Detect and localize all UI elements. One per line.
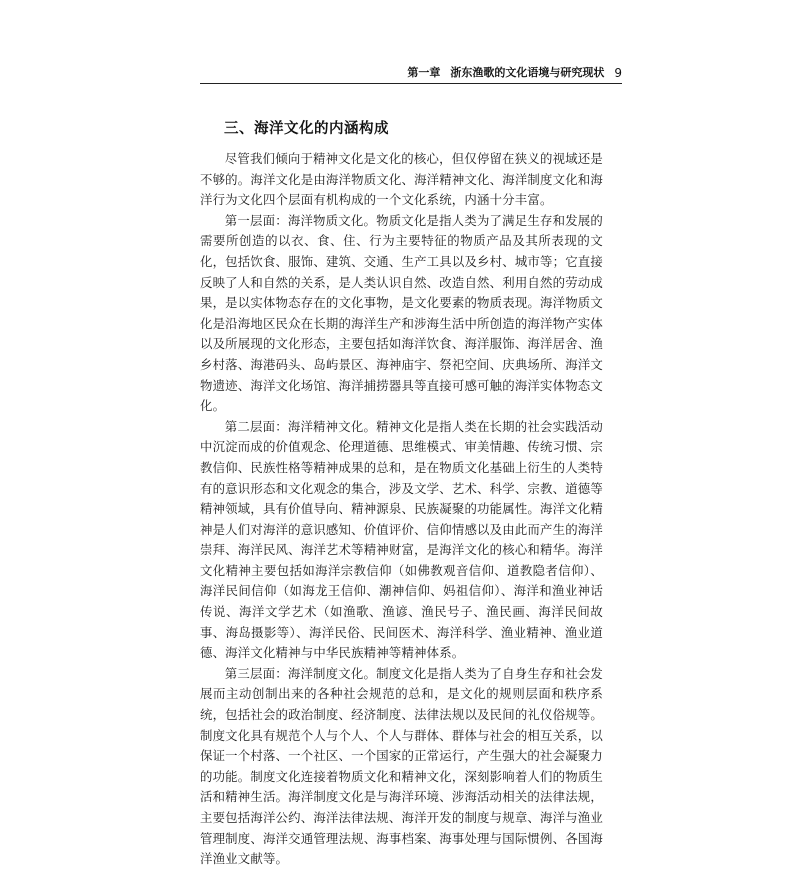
running-header xyxy=(200,62,622,84)
page-number: 9 xyxy=(614,66,622,80)
chapter-label: 第一章 xyxy=(407,66,441,79)
paragraph-material-culture: 第一层面：海洋物质文化。物质文化是指人类为了满足生存和发展的需要所创造的以衣、食、住、行为主要特征的物质产品及其所表现的文化，包括饮食、服饰、建筑、交通、生产工具以及乡村、城市等；它直接反映了人和自然的关系，是人类认识自然、改造自然、利用自然的劳动成果，是以实体物态存在的文化事物，是文化要素的物质表现。海洋物质文化是沿海地区民众在长期的海洋生产和涉海生活中所创造的海洋物产实体以及所展现的文化形态，主要包括如海洋饮食、海洋服饰、海洋居舍、渔乡村落、海港码头、岛屿景区、海神庙宇、祭祀空间、庆典场所、海洋文物遗迹、海洋文化场馆、海洋捕捞器具等直接可感可触的海洋实体物态文化。 xyxy=(200,212,603,414)
chapter-title: 浙东渔歌的文化语境与研究现状 xyxy=(450,66,605,79)
paragraph-institutional-culture: 第三层面：海洋制度文化。制度文化是指人类为了自身生存和社会发展而主动创制出来的各种社会规范的总和，是文化的规则层面和秩序系统，包括社会的政治制度、经济制度、法律法规以及民间的礼仪俗规等。制度文化具有规范个人与个人、个人与群体、群体与社会的相互关系，以保证一个村落、一个社区、一个国家的正常运行，产生强大的社会凝聚力的功能。制度文化连接着物质文化和精神文化，深刻影响着人们的物质生活和精神生活。海洋制度文化是与海洋环境、涉海活动相关的法律法规，主要包括海洋公约、海洋法律法规、海洋开发的制度与规章、海洋与渔业管理制度、海洋交通管理法规、海事档案、海事处理与国际惯例、各国海洋渔业文献等。 xyxy=(200,665,603,867)
body-text xyxy=(200,149,603,870)
paragraph-intro: 尽管我们倾向于精神文化是文化的核心，但仅停留在狭义的视域还是不够的。海洋文化是由海洋物质文化、海洋精神文化、海洋制度文化和海洋行为文化四个层面有机构成的一个文化系统，内涵十分丰富。 xyxy=(200,151,603,208)
paragraph-spiritual-culture: 第二层面：海洋精神文化。精神文化是指人类在长期的社会实践活动中沉淀而成的价值观念、伦理道德、思维模式、审美情趣、传统习惯、宗教信仰、民族性格等精神成果的总和，是在物质文化基础上衍生的人类特有的意识形态和文化观念的集合，涉及文学、艺术、科学、宗教、道德等精神领域，具有价值导向、精神源泉、民族凝聚的功能属性。海洋文化精神是人们对海洋的意识感知、价值评价、信仰情感以及由此而产生的海洋崇拜、海洋民风、海洋艺术等精神财富，是海洋文化的核心和精华。海洋文化精神主要包括如海洋宗教信仰（如佛教观音信仰、道教隐者信仰）、海洋民间信仰（如海龙王信仰、潮神信仰、妈祖信仰）、海洋和渔业神话传说、海洋文学艺术（如渔歌、渔谚、渔民号子、渔民画、海洋民间故事、海岛摄影等）、海洋民俗、民间医术、海洋科学、渔业精神、渔业道德、海洋文化精神与中华民族精神等精神体系。 xyxy=(200,418,603,661)
section-heading: 三、海洋文化的内涵构成 xyxy=(224,121,389,137)
